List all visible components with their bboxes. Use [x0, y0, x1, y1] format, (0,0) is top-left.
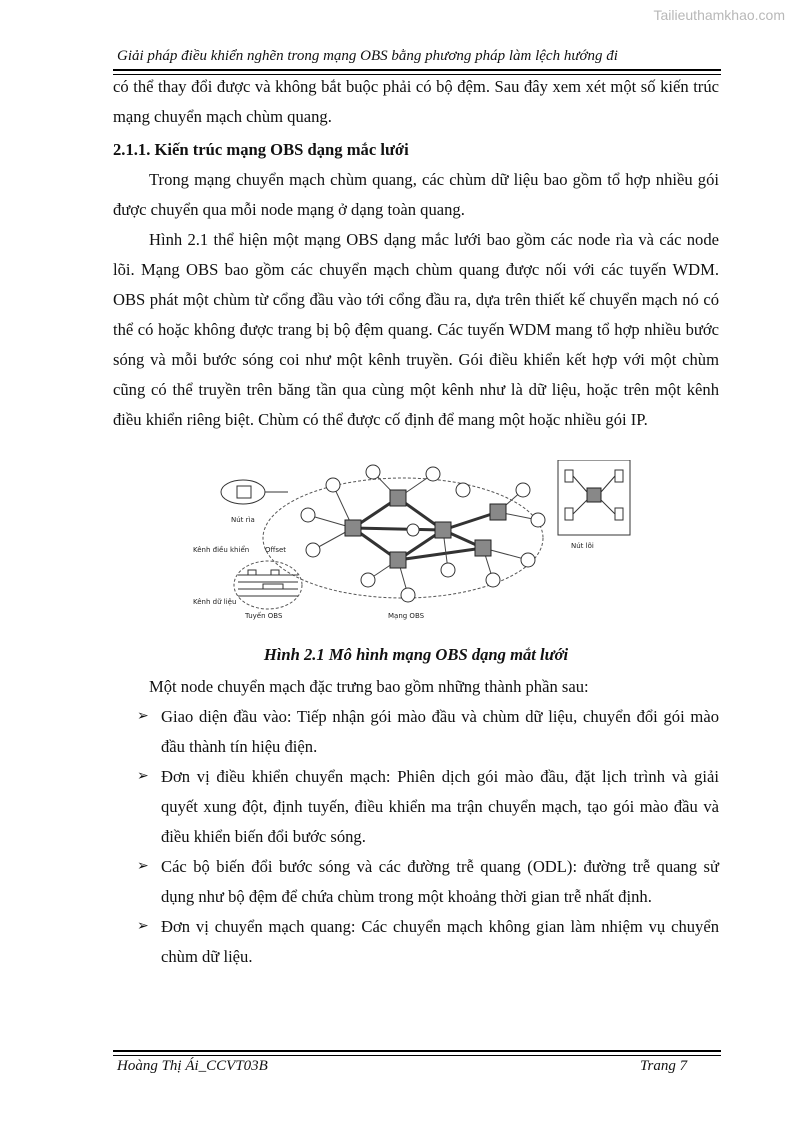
label-obs-link: Tuyến OBS	[245, 612, 283, 620]
figure-obs-mesh	[113, 460, 719, 630]
list-item-text: Đơn vị điều khiển chuyển mạch: Phiên dịch gói mào đầu, đặt lịch trình và giải quyết xung đột, định tuyến, điều khiển ma trận chuyển mạch, tạo gói mào đầu và điều khiển biến đổi bước sóng.	[161, 767, 719, 846]
list-item-text: Giao diện đầu vào: Tiếp nhận gói mào đầu và chùm dữ liệu, chuyển đổi gói mào đầu thành tín hiệu điện.	[161, 707, 719, 756]
section-heading: 2.1.1. Kiến trúc mạng OBS dạng mắc lưới	[113, 140, 409, 159]
label-edge-node: Nút rìa	[231, 516, 255, 524]
bullet-arrow-icon: ➢	[137, 919, 149, 934]
list-item	[113, 702, 719, 762]
bullet-arrow-icon: ➢	[137, 769, 149, 784]
footer-author: Hoàng Thị Ái_CCVT03B	[117, 1058, 268, 1074]
list-item-text: Đơn vị chuyển mạch quang: Các chuyển mạch không gian làm nhiệm vụ chuyển chùm dữ liệu.	[161, 917, 719, 966]
label-core-node: Nút lõi	[571, 542, 594, 550]
bullet-arrow-icon: ➢	[137, 709, 149, 724]
footer-page-number: Trang 7	[640, 1058, 688, 1074]
running-header: Giải pháp điều khiển nghẽn trong mạng OBS bằng phương pháp làm lệch hướng đi	[117, 48, 618, 64]
bullet-arrow-icon: ➢	[137, 859, 149, 874]
watermark: Tailieuthamkhao.com	[653, 7, 785, 23]
paragraph-1: Trong mạng chuyển mạch chùm quang, các chùm dữ liệu bao gồm tổ hợp nhiều gói được chuyển qua mỗi node mạng ở dạng toàn quang.	[113, 170, 719, 219]
obs-network-diagram	[193, 460, 633, 630]
components-lead: Một node chuyển mạch đặc trưng bao gồm những thành phần sau:	[149, 677, 589, 696]
figure-caption: Hình 2.1 Mô hình mạng OBS dạng mắt lưới	[263, 645, 569, 664]
list-item	[113, 762, 719, 852]
components-list	[113, 702, 719, 972]
label-obs-network: Mạng OBS	[388, 612, 425, 620]
list-item-text: Các bộ biến đổi bước sóng và các đường trễ quang (ODL): đường trễ quang sử dụng như bộ đệm để chứa chùm trong một khoảng thời gian trễ nhất định.	[161, 857, 719, 906]
intro-paragraph: có thể thay đổi được và không bắt buộc phải có bộ đệm. Sau đây xem xét một số kiến trúc mạng chuyển mạch chùm quang.	[113, 77, 719, 126]
label-offset: Offset	[265, 546, 287, 554]
label-control-channel: Kênh điều khiển	[193, 546, 250, 554]
edge-spokes	[308, 472, 538, 595]
edge-nodes	[301, 465, 545, 602]
list-item	[113, 912, 719, 972]
page-body	[113, 72, 719, 972]
paragraph-2: Hình 2.1 thể hiện một mạng OBS dạng mắc lưới bao gồm các node rìa và các node lõi. Mạng OBS bao gồm các chuyển mạch chùm quang được nối với các tuyến WDM. OBS phát một chùm từ cổng đầu vào tới cổng đầu ra, dựa trên thiết kế chuyển mạch nó có thể có hoặc không được trang bị bộ đệm quang. Các tuyến WDM mang tổ hợp nhiều bước sóng và mỗi bước sóng coi như một kênh truyền. Gói điều khiển kết hợp với một chùm cũng có thể truyền trên băng tần qua cùng một kênh như là dữ liệu, hoặc trên một kênh điều khiển riêng biệt. Chùm có thể được cố định để mang một hoặc nhiều gói IP.	[113, 230, 719, 429]
list-item	[113, 852, 719, 912]
label-data-channel: Kênh dữ liệu	[193, 598, 237, 606]
footer-rule	[113, 1050, 721, 1056]
